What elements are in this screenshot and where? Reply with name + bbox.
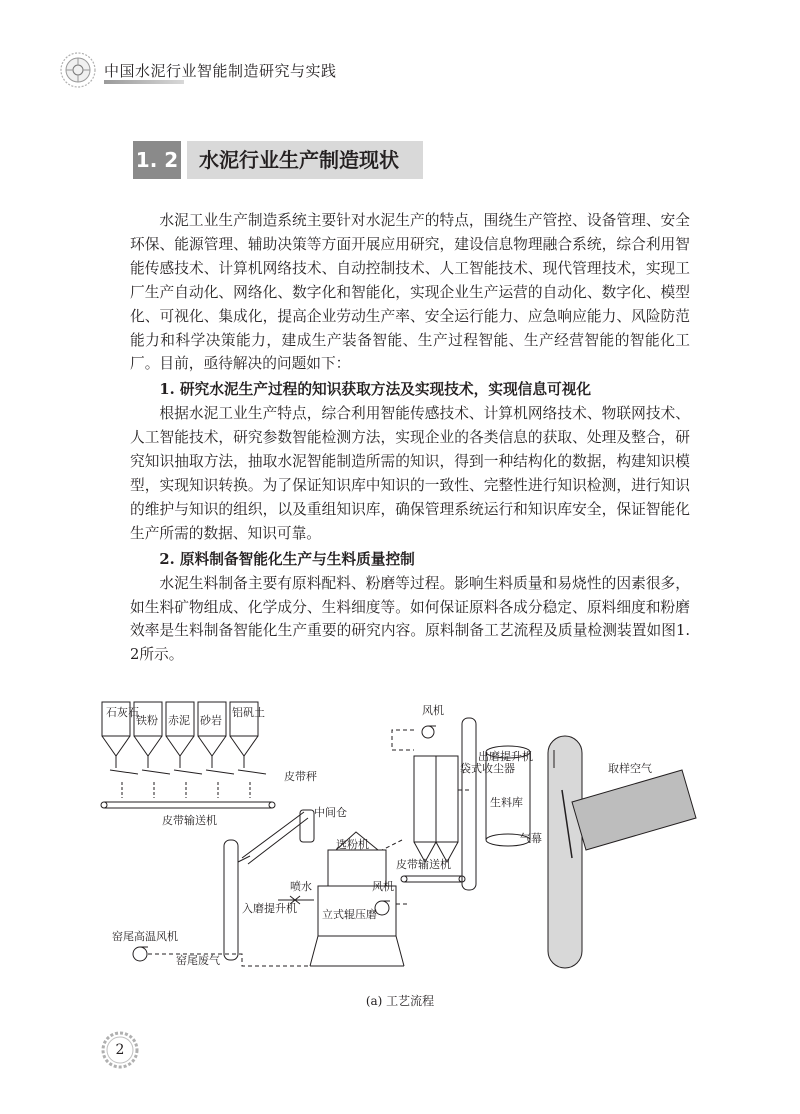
label-belt-scale: 皮带秤 [284, 770, 317, 783]
hopper-label-1: 石灰石 [106, 706, 139, 719]
subheading-2: 2. 原料制备智能化生产与生料质量控制 [159, 550, 415, 568]
hopper-label-5: 铝矾土 [232, 706, 265, 719]
label-kiln-fan: 窑尾高温风机 [112, 930, 178, 943]
label-fan-mid: 风机 [372, 880, 394, 893]
label-fan-top: 风机 [422, 704, 444, 717]
label-vertical-mill: 立式辊压磨 [322, 908, 377, 921]
body-text [130, 209, 690, 667]
page-number-badge [100, 1030, 140, 1070]
label-kiln-gas: 窑尾废气 [176, 954, 220, 967]
section-title: 水泥行业生产制造现状 [187, 141, 423, 179]
figure-caption: (a) 工艺流程 [365, 994, 435, 1008]
hopper-4 [198, 702, 226, 756]
paragraph-1: 根据水泥工业生产特点，综合利用智能传感技术、计算机网络技术、物联网技术、人工智能技术，研究参数智能检测方法，实现企业的各类信息的获取、处理及整合，研究知识抽取方法，抽取水泥智能制造所需的知识，得到一种结构化的数据，构建知识模型，实现知识转换。为了保证知识库中知识的一致性、完整性进行知识检测，进行知识的维护与知识的组织，以及重组知识库，确保管理系统运行和知识库安全，保证智能化生产所需的数据、知识可靠。 [130, 405, 690, 542]
label-separator: 选粉机 [336, 838, 369, 851]
page-number: 2 [115, 1042, 125, 1058]
label-air-curtain: 气幕 [520, 832, 542, 845]
label-raw-silo: 生料库 [490, 796, 523, 809]
subheading-1: 1. 研究水泥生产过程的知识获取方法及实现技术，实现信息可视化 [159, 381, 592, 399]
hopper-label-4: 砂岩 [200, 714, 222, 727]
paragraph-2: 水泥生料制备主要有原料配料、粉磨等过程。影响生料质量和易烧性的因素很多，如生料矿物组成、化学成分、生料细度等。如何保证原料各成分稳定、原料细度和粉磨效率是生料制备智能化生产重要的研究内容。原料制备工艺流程及质量检测装置如图1. 2所示。 [130, 574, 690, 664]
process-flow-figure [92, 690, 708, 980]
label-bag-filter: 袋式收尘器 [460, 762, 515, 775]
label-out-elevator: 出磨提升机 [478, 750, 533, 763]
label-in-elevator: 入磨提升机 [242, 902, 297, 915]
header-underline [104, 80, 184, 84]
hopper-label-2: 铁粉 [136, 714, 158, 727]
label-belt-conveyor-2: 皮带输送机 [396, 858, 451, 871]
hopper-3 [166, 702, 194, 756]
label-water-spray: 喷水 [290, 880, 312, 893]
section-number: 1. 2 [133, 141, 181, 179]
label-belt-conveyor-1: 皮带输送机 [162, 814, 217, 827]
paragraph-intro: 水泥工业生产制造系统主要针对水泥生产的特点，围绕生产管控、设备管理、安全环保、能源管理、辅助决策等方面开展应用研究，建设信息物理融合系统，综合利用智能传感技术、计算机网络技术、自动控制技术、人工智能技术、现代管理技术，实现工厂生产自动化、网络化、数字化和智能化，实现企业生产运营的自动化、数字化、模型化、可视化、集成化，提高企业劳动生产率、安全运行能力、应急响应能力、风险防范能力和科学决策能力，建成生产装备智能、生产过程智能、生产经营智能的智能化工厂。目前，亟待解决的问题如下： [130, 212, 690, 373]
book-title: 中国水泥行业智能制造研究与实践 [104, 62, 337, 80]
label-sampling-air: 取样空气 [608, 762, 652, 775]
book-logo-icon [58, 50, 98, 90]
hopper-label-3: 赤泥 [168, 714, 190, 727]
label-middle-bin: 中间仓 [314, 806, 347, 819]
